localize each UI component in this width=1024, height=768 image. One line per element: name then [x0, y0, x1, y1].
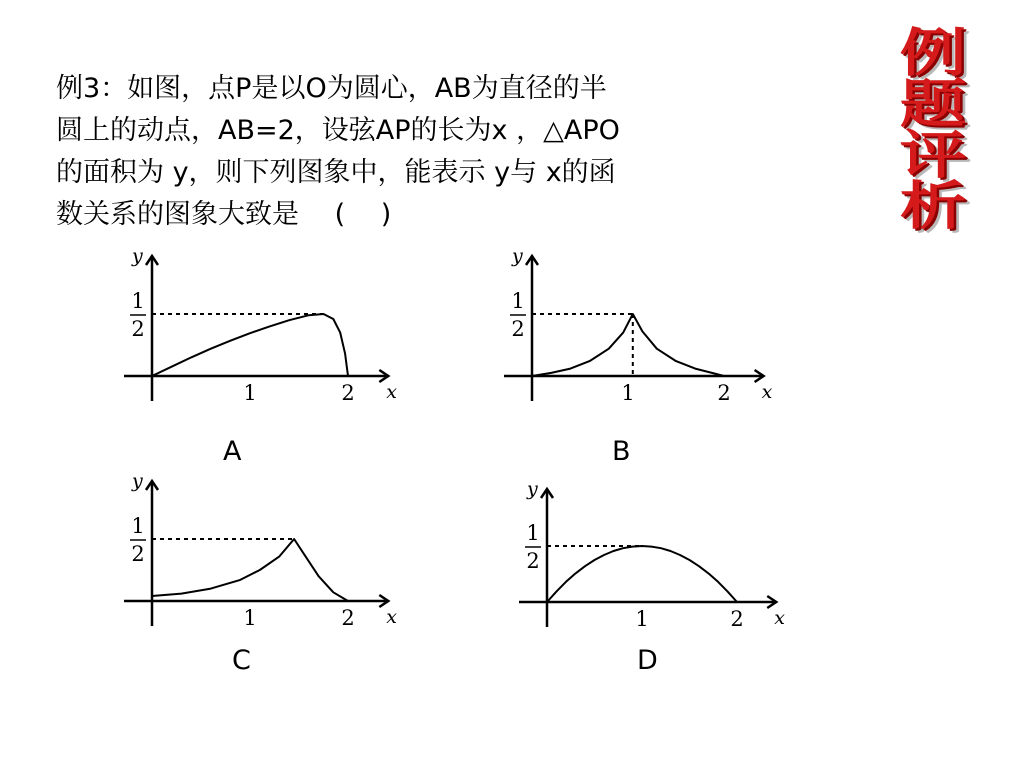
graph-option-c: [118, 463, 408, 633]
x-tick-label: 1: [635, 607, 649, 631]
y-marker-denominator: 2: [511, 317, 525, 341]
x-tick-label: 1: [621, 381, 635, 405]
problem-line: 例3：如图，点P是以O为圆心，AB为直径的半: [56, 73, 607, 104]
problem-line: 圆上的动点，AB=2，设弦AP的长为x ，△APO: [56, 115, 620, 146]
function-curve: [152, 539, 348, 601]
option-label-a: A: [223, 436, 242, 467]
x-tick-label: 2: [341, 381, 355, 405]
graph-option-d: [515, 475, 805, 635]
x-axis-label: x: [761, 381, 773, 403]
y-axis-label: y: [527, 478, 538, 500]
y-axis-label: y: [512, 245, 523, 267]
y-marker-numerator: 1: [526, 521, 540, 545]
x-tick-label: 2: [341, 606, 355, 630]
function-curve: [532, 314, 724, 376]
x-tick-label: 2: [717, 381, 731, 405]
stamp-char: 题: [899, 74, 967, 135]
x-axis-label: x: [774, 607, 785, 629]
y-marker-denominator: 2: [131, 542, 145, 566]
x-axis-label: x: [386, 381, 398, 403]
problem-line: 的面积为 y，则下列图象中，能表示 y与 x的函: [56, 157, 616, 188]
y-marker-numerator: 1: [131, 514, 145, 538]
y-marker-denominator: 2: [131, 317, 145, 341]
function-curve: [547, 546, 737, 602]
option-label-b: B: [612, 436, 631, 467]
option-label-d: D: [637, 645, 658, 676]
x-tick-label: 2: [730, 607, 744, 631]
x-axis-label: x: [386, 606, 398, 628]
y-marker-numerator: 1: [511, 289, 525, 313]
x-tick-label: 1: [243, 381, 257, 405]
problem-line: 数关系的图象大致是 ( ): [56, 199, 392, 230]
y-axis-label: y: [132, 470, 143, 492]
function-curve: [152, 314, 348, 376]
example-analysis-stamp: [868, 23, 998, 237]
graph-option-b: [498, 238, 788, 408]
graph-option-a: [118, 238, 408, 408]
x-tick-label: 1: [243, 606, 257, 630]
problem-statement: [56, 68, 776, 236]
option-label-c: C: [232, 645, 251, 676]
y-axis-label: y: [132, 245, 143, 267]
stamp-char: 评: [899, 125, 967, 186]
stamp-char: 析: [899, 176, 967, 237]
stamp-char: 例: [899, 23, 967, 84]
y-marker-denominator: 2: [526, 549, 540, 573]
y-marker-numerator: 1: [131, 289, 145, 313]
